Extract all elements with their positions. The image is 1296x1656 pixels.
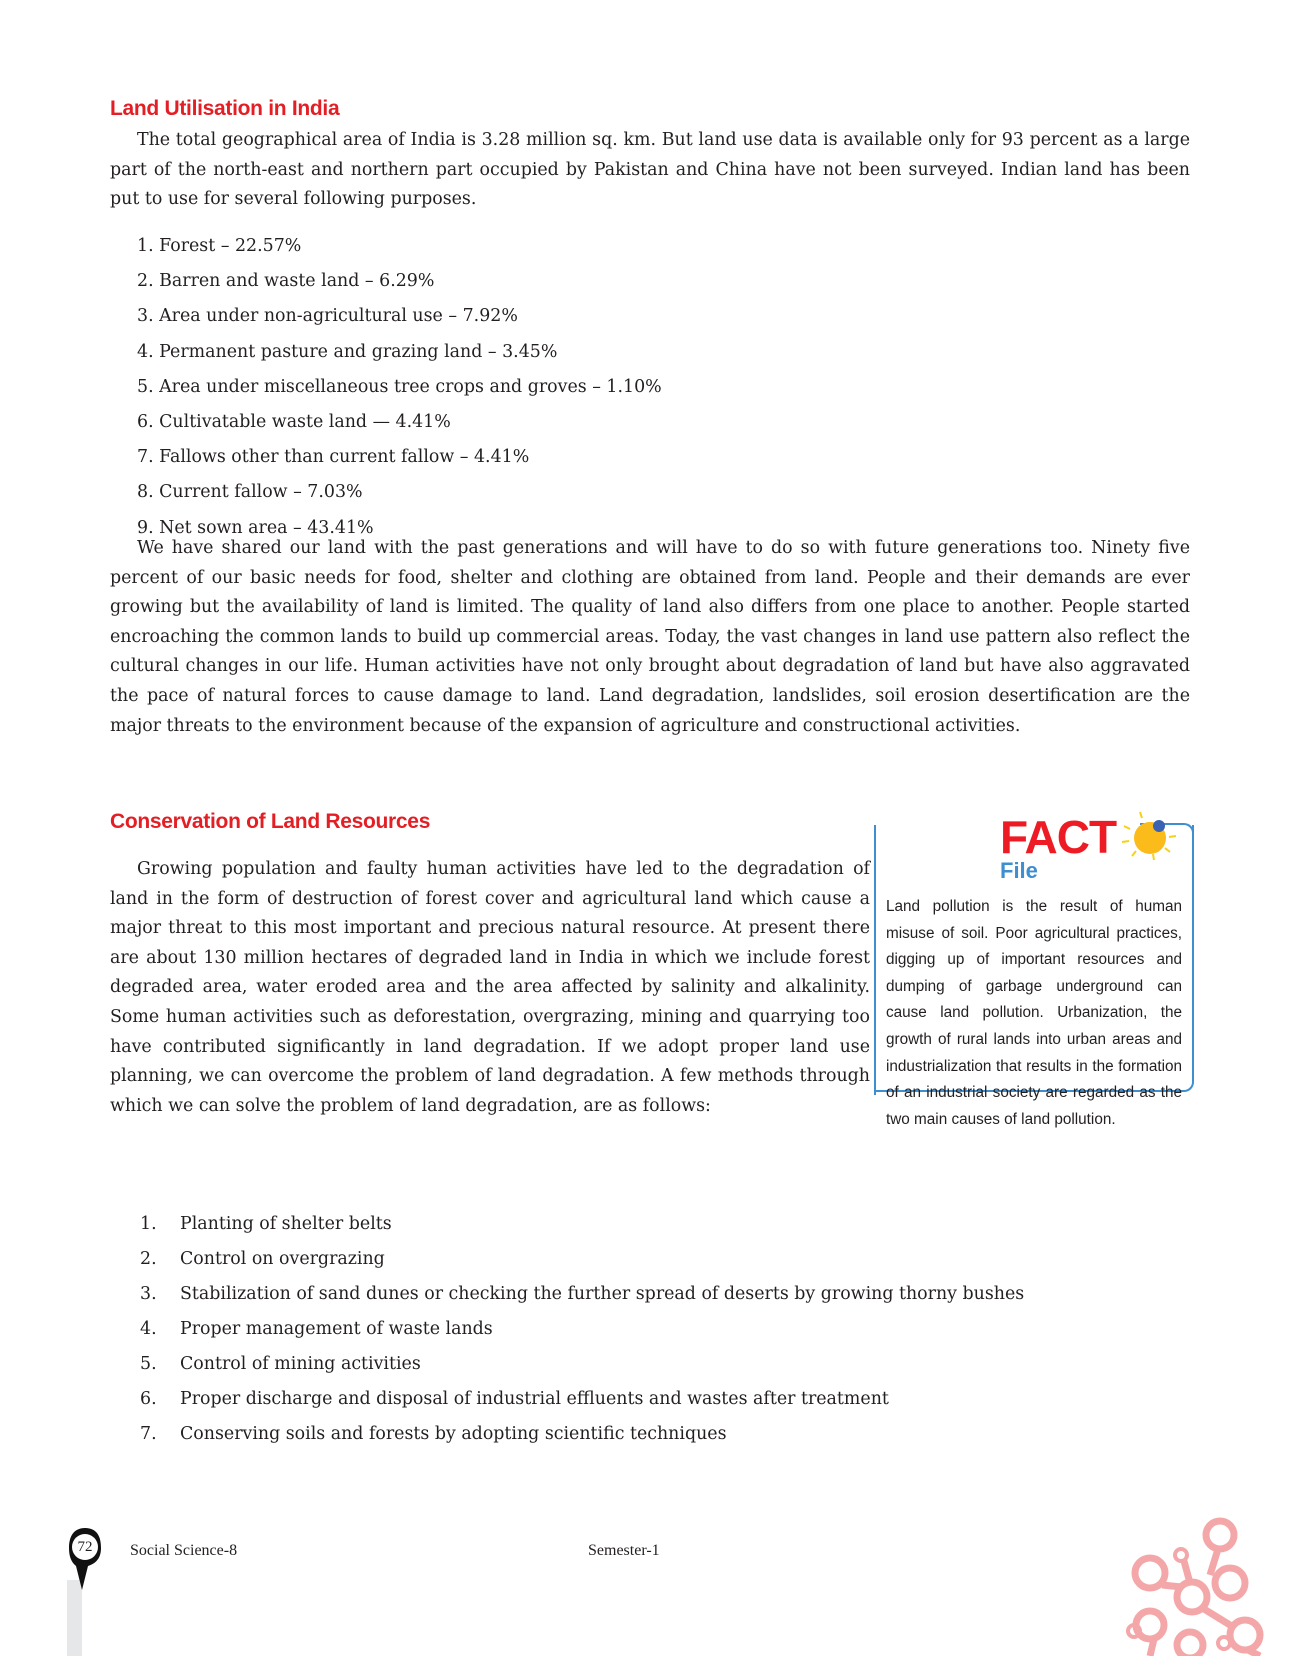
item-text: Stabilization of sand dunes or checking the further spread of deserts by growing thorny bushes — [180, 1284, 1025, 1304]
list-item: 4. Permanent pasture and grazing land – 3.45% — [137, 341, 558, 362]
fact-text: Land pollution is the result of human misuse of soil. Poor agricultural practices, digging up of important resources and dumping of garbage underground can cause land pollution. Urbanization, the growth of rural lands into urban areas and industrialization that results in the formation of an industrial society are regarded as the two main causes of land pollution. — [886, 898, 1182, 1128]
land-use-list — [137, 232, 662, 549]
conservation-methods-list — [140, 1210, 1190, 1455]
item-number: 7. — [140, 1424, 157, 1444]
conservation-paragraph: Growing population and faulty human activities have led to the degradation of land in the form of destruction of forest cover and agricultural land which cause a major threat to this most important and precious natural resource. At present there are about 130 million hectares of degraded land in India in which we include forest degraded area, water eroded area and the area affected by salinity and alkalinity. Some human activities such as deforestation, overgrazing, mining and quarrying too have contributed significantly in land degradation. If we adopt proper land use planning, we can overcome the problem of land degradation. A few methods through which we can solve the problem of land degradation, are as follows: — [110, 859, 870, 1116]
item-number: 4. — [140, 1319, 157, 1339]
list-item: 6. Cultivatable waste land — 4.41% — [137, 411, 451, 432]
list-item: 5. Area under miscellaneous tree crops and groves – 1.10% — [137, 376, 662, 397]
item-text: Conserving soils and forests by adopting scientific techniques — [180, 1424, 727, 1444]
list-item — [140, 1420, 1190, 1449]
heading-conservation: Conservation of Land Resources — [110, 810, 431, 833]
semester-label: Semester-1 — [588, 1542, 660, 1559]
page-number-badge — [68, 1526, 102, 1592]
item-number: 2. — [140, 1249, 157, 1269]
item-number: 6. — [140, 1389, 157, 1409]
list-item: 9. Net sown area – 43.41% — [137, 517, 374, 538]
item-text: Control of mining activities — [180, 1354, 421, 1374]
lightbulb-icon — [1120, 808, 1180, 864]
heading-land-utilisation: Land Utilisation in India — [110, 97, 340, 120]
list-item: 1. Forest – 22.57% — [137, 236, 302, 256]
intro-paragraph: The total geographical area of India is 3.28 million sq. km. But land use data is available only for 93 percent as a large part of the north-east and northern part occupied by Pakistan and China have not been surveyed. Indian land has been put to use for several following purposes. — [110, 130, 1190, 210]
page-number: 72 — [77, 1539, 93, 1555]
item-text: Control on overgrazing — [180, 1249, 385, 1269]
item-text: Planting of shelter belts — [180, 1214, 392, 1234]
list-item: 2. Barren and waste land – 6.29% — [137, 271, 435, 292]
item-number: 1. — [140, 1214, 157, 1234]
list-item: 7. Fallows other than current fallow – 4.41% — [137, 447, 530, 468]
item-text: Proper discharge and disposal of industrial effluents and wastes after treatment — [180, 1389, 889, 1409]
list-item — [140, 1245, 1190, 1274]
list-item — [140, 1385, 1190, 1414]
list-item — [140, 1210, 1190, 1239]
list-item — [140, 1280, 1190, 1309]
list-item: 8. Current fallow – 7.03% — [137, 482, 363, 503]
item-text: Proper management of waste lands — [180, 1319, 493, 1339]
decorative-circles — [1120, 1505, 1296, 1656]
fact-subtitle: File — [1000, 858, 1038, 883]
land-paragraph: We have shared our land with the past generations and will have to do so with future generations too. Ninety five percent of our basic needs for food, shelter and clothing are obtained from land. People and their demands are ever growing but the availability of land is limited. The quality of land also differs from one place to another. People started encroaching the common lands to build up commercial areas. Today, the vast changes in land use pattern also reflect the cultural changes in our life. Human activities have not only brought about degradation of land but have also aggravated the pace of natural forces to cause damage to land. Land degradation, landslides, soil erosion desertification are the major threats to the environment because of the expansion of agriculture and constructional activities. — [110, 538, 1190, 736]
fact-title: FACT — [1000, 811, 1117, 863]
item-number: 5. — [140, 1354, 157, 1374]
book-title: Social Science-8 — [130, 1542, 238, 1559]
list-item — [140, 1350, 1190, 1379]
item-number: 3. — [140, 1284, 157, 1304]
list-item — [140, 1315, 1190, 1344]
list-item: 3. Area under non-agricultural use – 7.92% — [137, 306, 518, 327]
